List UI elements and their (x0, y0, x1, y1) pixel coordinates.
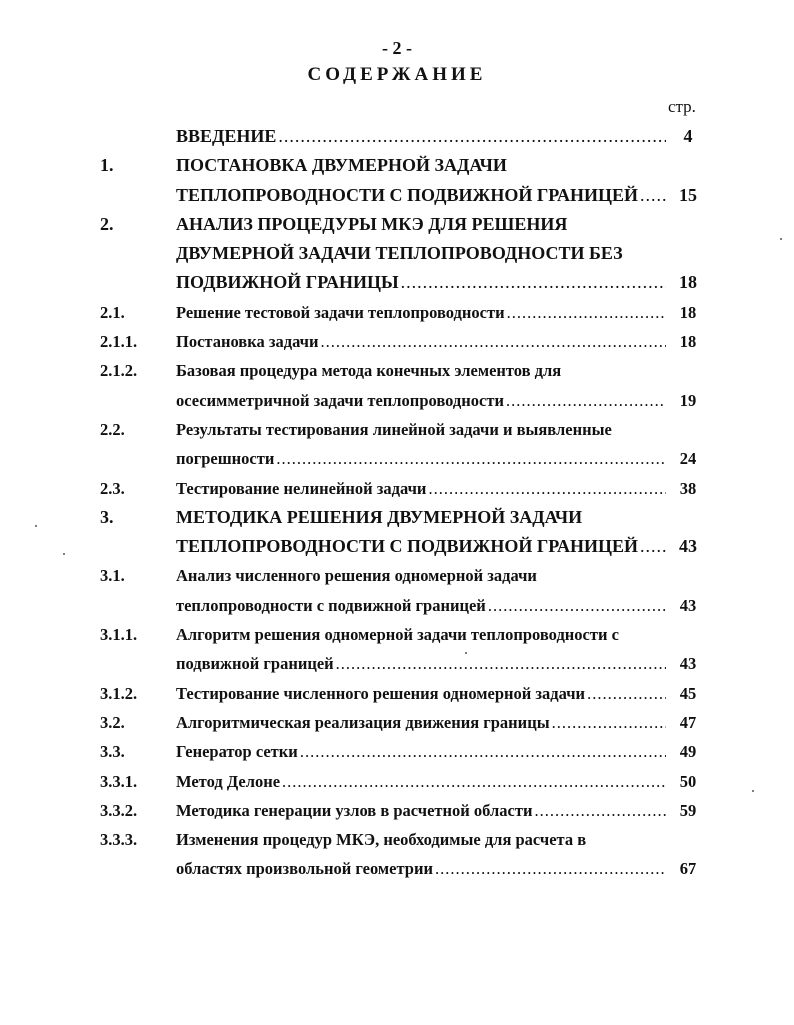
toc-entry (0, 122, 794, 151)
scan-speck (780, 238, 782, 240)
toc-entry-page: 43 (679, 595, 697, 615)
toc-leader-line (176, 737, 666, 766)
toc-leader-line (176, 708, 666, 737)
toc-line (0, 474, 794, 503)
toc-entry-number: 3.1.2. (100, 683, 138, 703)
toc-entry-title: Решение тестовой задачи теплопроводности (176, 302, 505, 322)
toc-entry-number: 3.2. (100, 712, 125, 732)
dot-leader (640, 181, 666, 210)
toc-line (0, 620, 794, 649)
toc-leader-line (176, 474, 666, 503)
toc-leader-line (176, 854, 666, 883)
toc-entry-title: Результаты тестирования линейной задачи и выявленные (176, 419, 612, 439)
toc-line (0, 181, 794, 210)
dot-leader (336, 649, 666, 678)
toc-entry-number: 2. (100, 213, 114, 234)
toc-entry-title: подвижной границей (176, 654, 334, 674)
scan-speck (465, 652, 467, 654)
toc-line (0, 767, 794, 796)
toc-entry-title: Алгоритмическая реализация движения границы (176, 712, 550, 732)
dot-leader (282, 767, 666, 796)
toc-entry-title: Базовая процедура метода конечных элементов для (176, 361, 562, 381)
toc-entry (0, 767, 794, 796)
toc-entry-page: 19 (679, 390, 697, 410)
toc-entry-page: 4 (683, 126, 693, 146)
toc-entry-page: 43 (679, 654, 697, 674)
toc-entry (0, 503, 794, 562)
toc-line (0, 854, 794, 883)
toc-entry-number: 3. (100, 506, 114, 527)
toc-line (0, 503, 794, 532)
toc-leader-line (176, 298, 666, 327)
toc-leader-line (176, 679, 666, 708)
toc-line (0, 415, 794, 444)
toc-entry (0, 474, 794, 503)
toc-entry-title: МЕТОДИКА РЕШЕНИЯ ДВУМЕРНОЙ ЗАДАЧИ (176, 506, 583, 527)
toc-entry-title: Анализ численного решения одномерной задачи (176, 566, 537, 586)
toc-entry-title: Тестирование нелинейной задачи (176, 478, 427, 498)
toc-entry-page: 45 (679, 683, 697, 703)
toc-entry-number: 2.1.2. (100, 361, 138, 381)
toc-entry-title: АНАЛИЗ ПРОЦЕДУРЫ МКЭ ДЛЯ РЕШЕНИЯ (176, 213, 568, 234)
toc-leader-line (176, 444, 666, 473)
scan-speck (752, 790, 754, 792)
toc-entry (0, 620, 794, 679)
toc-entry-title: Постановка задачи (176, 332, 319, 352)
toc-entry-page: 67 (679, 859, 697, 879)
toc-leader-line (176, 591, 666, 620)
toc-entry-title: ВВЕДЕНИЕ (176, 126, 277, 146)
dot-leader (276, 444, 666, 473)
toc-entry (0, 298, 794, 327)
toc-entry (0, 561, 794, 620)
toc-entry-title: теплопроводности с подвижной границей (176, 595, 486, 615)
toc-entry-title: ТЕПЛОПРОВОДНОСТИ С ПОДВИЖНОЙ ГРАНИЦЕЙ (176, 536, 638, 557)
toc-entry-number: 3.1. (100, 566, 125, 586)
toc-entry-number: 2.1. (100, 302, 125, 322)
toc-leader-line (176, 268, 666, 297)
toc-entry-title: областях произвольной геометрии (176, 859, 433, 879)
toc-line (0, 444, 794, 473)
page-column-label: стр. (668, 97, 696, 116)
toc-entry (0, 796, 794, 825)
toc-entry-number: 3.1.1. (100, 625, 138, 645)
toc-line (0, 825, 794, 854)
toc-line (0, 151, 794, 180)
toc-line (0, 679, 794, 708)
toc-entry-number: 3.3.1. (100, 771, 138, 791)
toc-entry (0, 151, 794, 210)
toc-entry-page: 18 (679, 302, 697, 322)
toc-entry-title: Изменения процедур МКЭ, необходимые для расчета в (176, 830, 587, 850)
dot-leader (534, 796, 666, 825)
toc-line (0, 356, 794, 385)
toc-entry-page: 38 (679, 478, 697, 498)
toc-line (0, 268, 794, 297)
dot-leader (507, 298, 666, 327)
dot-leader (488, 591, 666, 620)
dot-leader (552, 708, 666, 737)
toc-entry-number: 2.3. (100, 478, 125, 498)
toc-leader-line (176, 386, 666, 415)
toc-entry (0, 415, 794, 474)
toc-line (0, 796, 794, 825)
toc-entry-title: ПОСТАНОВКА ДВУМЕРНОЙ ЗАДАЧИ (176, 155, 507, 176)
document-title: СОДЕРЖАНИЕ (307, 64, 487, 85)
toc-entry-page: 18 (679, 332, 697, 352)
dot-leader (435, 854, 666, 883)
toc-leader-line (176, 181, 666, 210)
toc-line (0, 737, 794, 766)
toc-entry-title: осесимметричной задачи теплопроводности (176, 390, 504, 410)
toc-entry-page: 49 (679, 742, 697, 762)
toc-line (0, 298, 794, 327)
toc-entry-title: Метод Делоне (176, 771, 281, 791)
toc-leader-line (176, 796, 666, 825)
dot-leader (320, 327, 666, 356)
dot-leader (278, 122, 666, 151)
dot-leader (300, 737, 666, 766)
toc-entry (0, 679, 794, 708)
toc-entry-page: 50 (679, 771, 697, 791)
dot-leader (506, 386, 666, 415)
toc-entry-title: Методика генерации узлов в расчетной области (176, 800, 533, 820)
scan-speck (35, 525, 37, 527)
toc-entry-page: 15 (679, 184, 697, 205)
toc-line (0, 561, 794, 590)
toc-entry-page: 47 (679, 712, 697, 732)
toc-entry-number: 3.3. (100, 742, 125, 762)
toc-entry-title: погрешности (176, 449, 275, 469)
toc-entry-number: 2.1.1. (100, 332, 138, 352)
toc-entry-title: Тестирование численного решения одномерной задачи (176, 683, 586, 703)
toc-entry (0, 708, 794, 737)
toc-entry-page: 18 (679, 272, 697, 293)
toc-leader-line (176, 649, 666, 678)
toc-entry-title: ДВУМЕРНОЙ ЗАДАЧИ ТЕПЛОПРОВОДНОСТИ БЕЗ (176, 243, 623, 264)
toc-entry (0, 737, 794, 766)
toc-entry (0, 327, 794, 356)
table-of-contents (0, 122, 794, 884)
toc-entry-number: 1. (100, 155, 114, 176)
toc-line (0, 122, 794, 151)
toc-leader-line (176, 767, 666, 796)
toc-entry-page: 24 (679, 449, 697, 469)
toc-line (0, 591, 794, 620)
toc-leader-line (176, 532, 666, 561)
toc-line (0, 210, 794, 239)
toc-line (0, 327, 794, 356)
scan-speck (63, 553, 65, 555)
toc-entry (0, 210, 794, 298)
dot-leader (401, 268, 666, 297)
toc-entry-number: 3.3.2. (100, 800, 138, 820)
toc-leader-line (176, 122, 666, 151)
toc-entry-title: ТЕПЛОПРОВОДНОСТИ С ПОДВИЖНОЙ ГРАНИЦЕЙ (176, 184, 638, 205)
toc-entry-number: 2.2. (100, 419, 125, 439)
toc-line (0, 239, 794, 268)
dot-leader (428, 474, 666, 503)
toc-line (0, 386, 794, 415)
toc-entry-page: 59 (679, 800, 697, 820)
toc-entry-page: 43 (679, 536, 697, 557)
toc-line (0, 708, 794, 737)
toc-entry-title: ПОДВИЖНОЙ ГРАНИЦЫ (176, 272, 399, 293)
page-number: - 2 - (382, 38, 412, 58)
toc-entry-title: Алгоритм решения одномерной задачи теплопроводности с (176, 625, 619, 645)
toc-line (0, 649, 794, 678)
dot-leader (587, 679, 666, 708)
toc-entry-title: Генератор сетки (176, 742, 298, 762)
dot-leader (640, 532, 666, 561)
toc-entry (0, 356, 794, 415)
toc-line (0, 532, 794, 561)
toc-entry (0, 825, 794, 884)
toc-entry-number: 3.3.3. (100, 830, 138, 850)
toc-leader-line (176, 327, 666, 356)
